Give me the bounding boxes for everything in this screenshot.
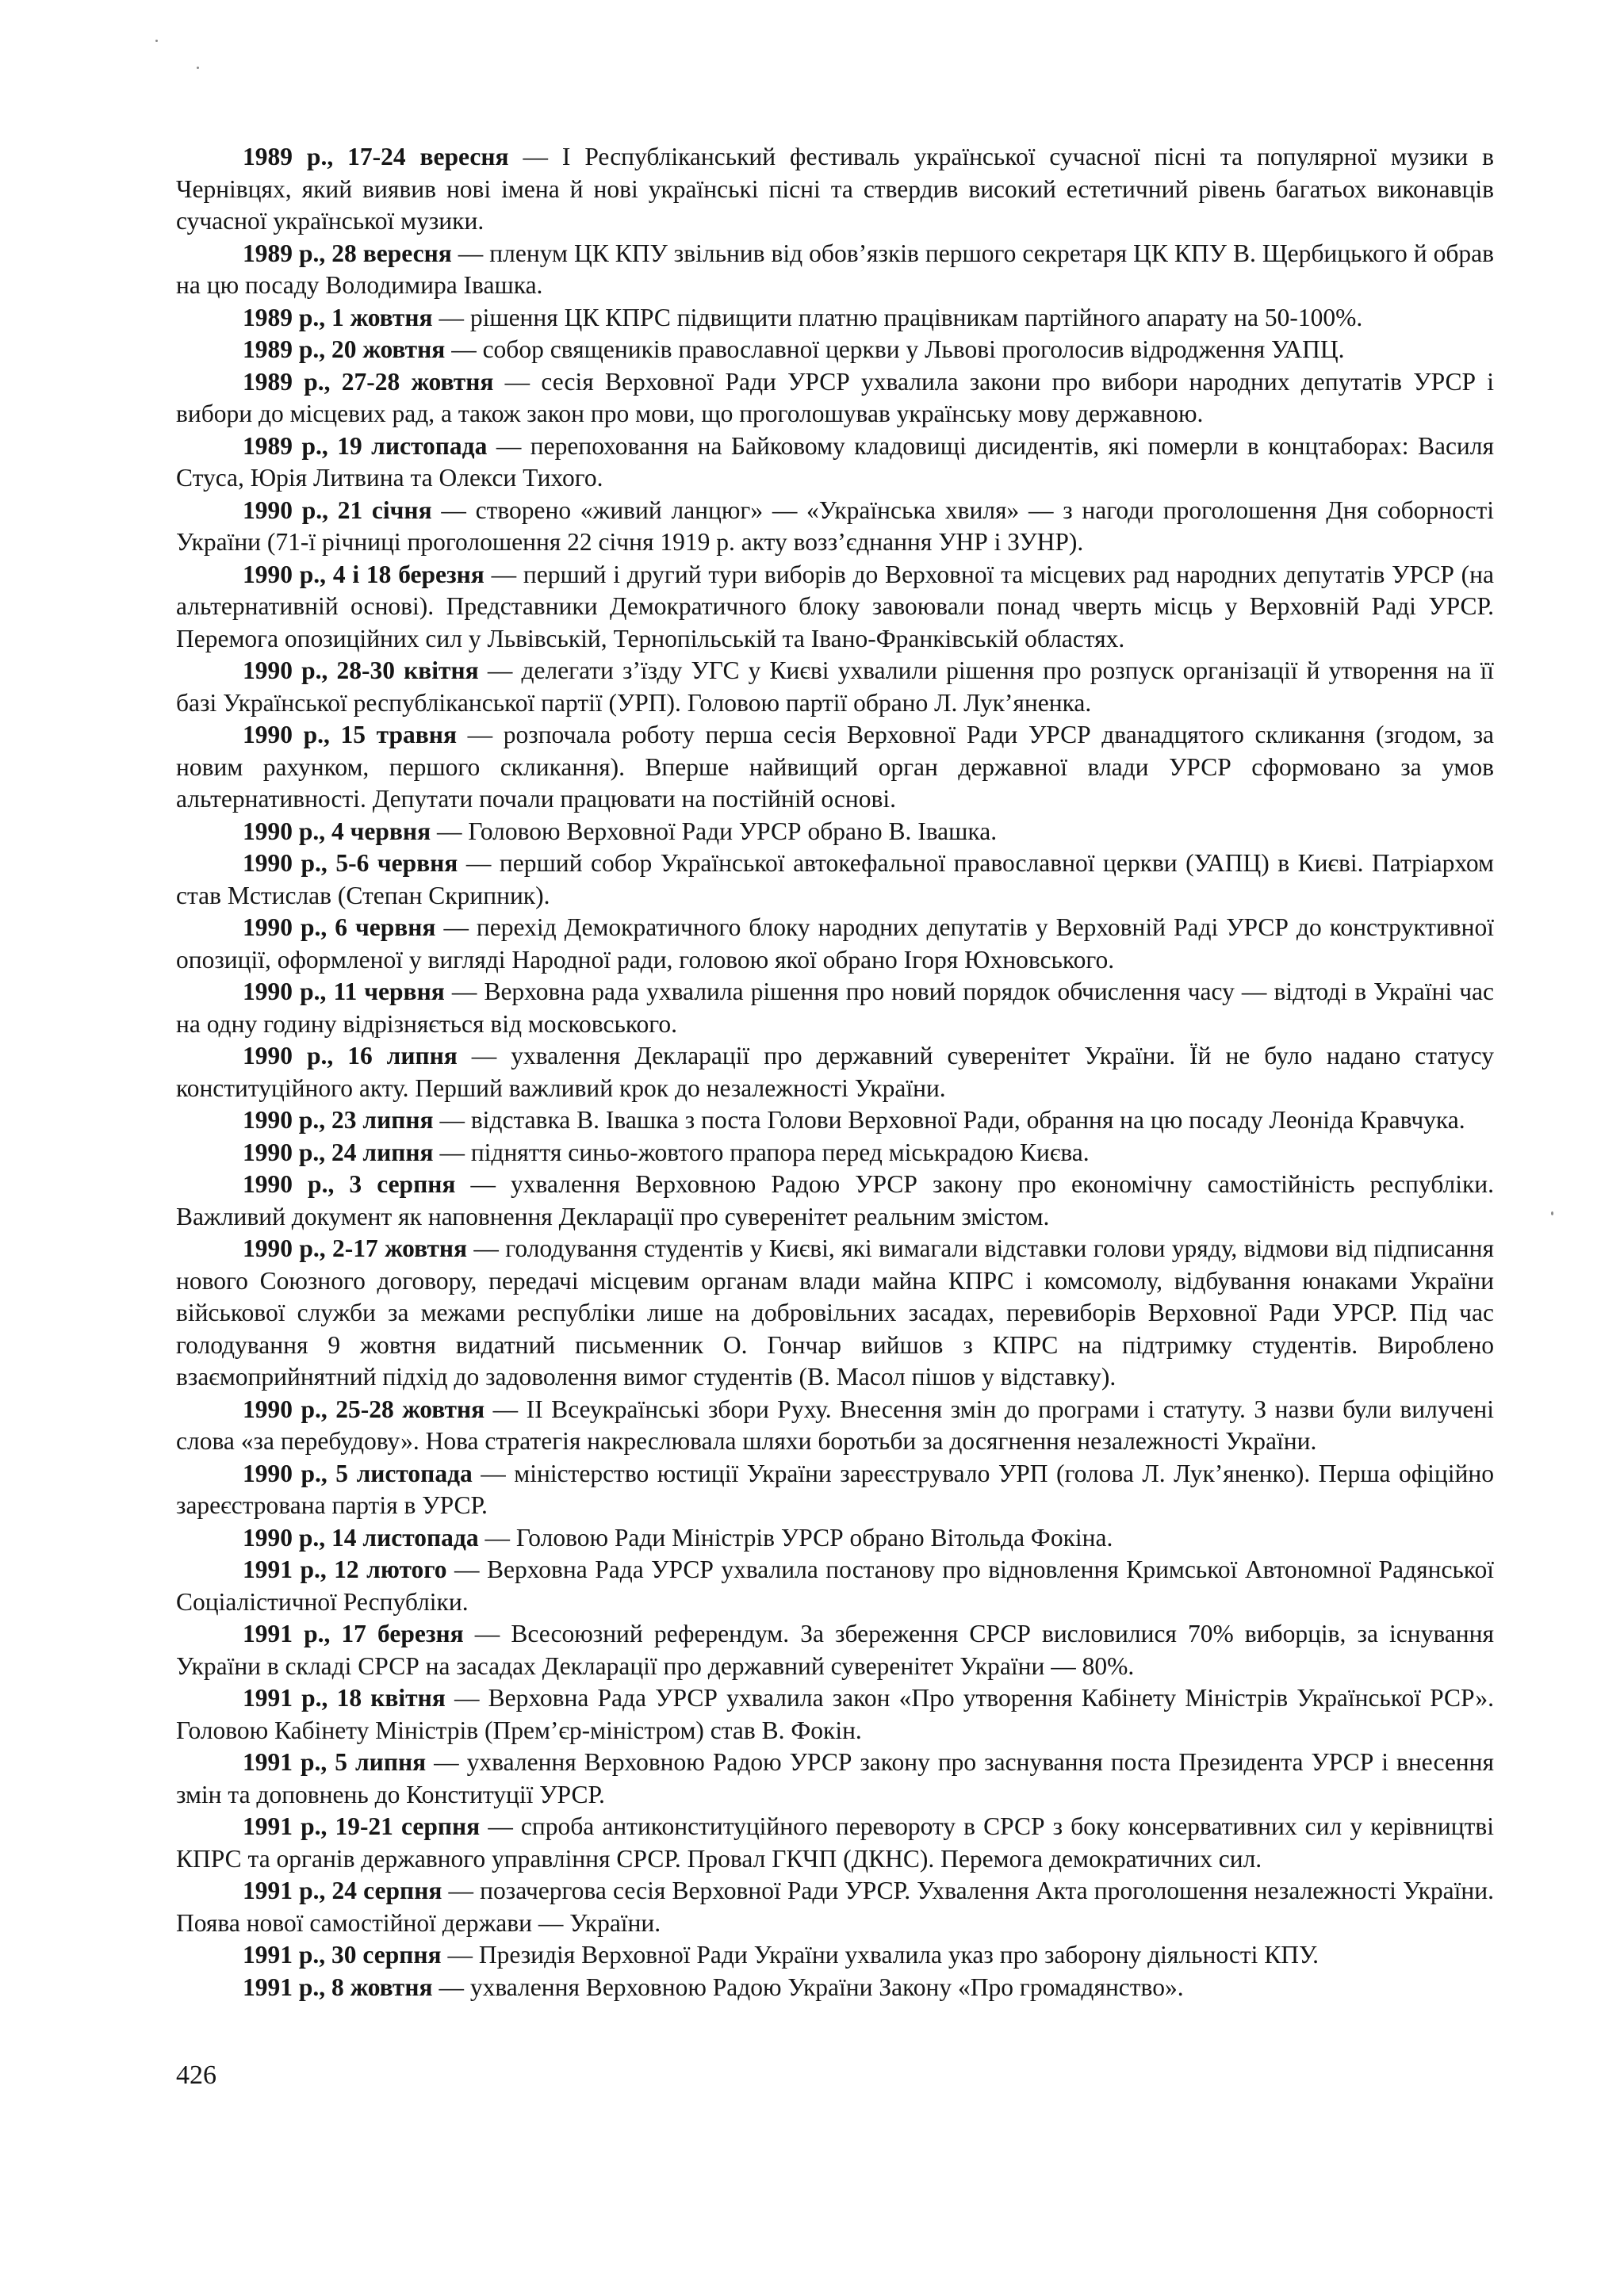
chronology-entry	[176, 912, 1494, 976]
chronology-entry	[176, 495, 1494, 559]
page-number: 426	[176, 2061, 216, 2090]
entry-date: 1990 р., 25-28 жовтня	[243, 1395, 485, 1423]
entry-date: 1990 р., 24 липня	[243, 1138, 434, 1166]
entry-text: — Верховна Рада УРСР ухвалила закон «Про утворення Кабінету Міністрів Української РСР». Головою Кабінету Міністрів (Прем’єр-міністром) став В. Фокін.	[176, 1684, 1494, 1744]
entry-text: — ухвалення Верховною Радою України Закону «Про громадянство».	[432, 1973, 1184, 2001]
entry-text: — голодування студентів у Києві, які вимагали відставки голови уряду, відмови від підписання нового Союзного договору, передачі місцевим органам влади майна КПРС і комсомолу, відбування юнаками України військової служби за межами республіки лише на добровільних засадах, перевиборів Верховної Ради УРСР. Під час голодування 9 жовтня видатний письменник О. Гончар вийшов з КПРС на підтримку студентів. Вироблено взаємоприйнятний підхід до задоволення вимог студентів (В. Масол пішов у відставку).	[176, 1234, 1494, 1391]
entry-date: 1991 р., 24 серпня	[243, 1877, 442, 1904]
chronology-entry	[176, 1875, 1494, 1939]
chronology-entry	[176, 719, 1494, 816]
entry-date: 1990 р., 5-6 червня	[243, 849, 458, 877]
entry-date: 1990 р., 2-17 жовтня	[243, 1234, 468, 1262]
entry-text: — розпочала роботу перша сесія Верховної Ради УРСР дванадцятого скликання (згодом, за новим рахунком, першого скликання). Вперше найвищий орган державної влади УРСР сформовано за умов альтернативності. Депутати почали працювати на постійній основі.	[176, 721, 1494, 813]
entry-date: 1989 р., 28 вересня	[243, 239, 452, 267]
entry-date: 1991 р., 17 березня	[243, 1620, 464, 1647]
scan-speck	[197, 67, 199, 69]
chronology-entry	[176, 1554, 1494, 1618]
chronology-entry	[176, 1747, 1494, 1811]
entry-date: 1990 р., 28-30 квітня	[243, 656, 479, 684]
entry-date: 1989 р., 20 жовтня	[243, 335, 446, 363]
entry-date: 1990 р., 14 листопада	[243, 1523, 479, 1552]
entry-date: 1989 р., 1 жовтня	[243, 303, 433, 331]
chronology-entry	[176, 302, 1494, 335]
chronology-entry	[176, 1104, 1494, 1137]
entry-date: 1990 р., 5 листопада	[243, 1459, 473, 1487]
entry-text: — ухвалення Верховною Радою УРСР закону про заснування поста Президента УРСР і внесення змін та доповнень до Конституції УРСР.	[176, 1748, 1495, 1808]
chronology-entry	[176, 1522, 1494, 1555]
chronology-entry	[176, 1394, 1494, 1458]
entry-date: 1991 р., 5 липня	[243, 1748, 427, 1776]
entry-text: — Всесоюзний референдум. За збереження СРСР висловилися 70% виборців, за існування України в складі СРСР на засадах Декларації про державний суверенітет України — 80%.	[176, 1620, 1494, 1680]
chronology-entry	[176, 559, 1494, 656]
entry-date: 1991 р., 18 квітня	[243, 1684, 446, 1712]
chronology-entry	[176, 655, 1494, 719]
entry-text: — собор священиків православної церкви у Львові проголосив відродження УАПЦ.	[445, 335, 1345, 363]
entry-date: 1990 р., 4 і 18 березня	[243, 560, 485, 588]
scan-speck	[155, 40, 158, 42]
entry-text: — перепоховання на Байковому кладовищі дисидентів, які померли в концтаборах: Василя Стуса, Юрія Литвина та Олекси Тихого.	[176, 431, 1494, 492]
chronology-entry	[176, 334, 1494, 366]
entry-date: 1990 р., 15 травня	[243, 721, 457, 748]
chronology-entry	[176, 816, 1494, 848]
entry-date: 1991 р., 8 жовтня	[243, 1973, 433, 2001]
entry-date: 1990 р., 16 липня	[243, 1042, 458, 1070]
entry-date: 1990 р., 4 червня	[243, 817, 431, 845]
chronology-entry	[176, 1137, 1494, 1169]
chronology-entry	[176, 1972, 1494, 2004]
entry-text: — Верховна Рада УРСР ухвалила постанову про відновлення Кримської Автономної Радянської Соціалістичної Республіки.	[176, 1556, 1494, 1616]
chronology-entry	[176, 366, 1494, 430]
chronology-entry	[176, 141, 1494, 238]
entry-text: — Головою Верховної Ради УРСР обрано В. Івашка.	[431, 817, 998, 845]
chronology-list	[176, 141, 1494, 2003]
entry-date: 1989 р., 27-28 жовтня	[243, 367, 494, 396]
entry-date: 1991 р., 30 серпня	[243, 1941, 442, 1969]
entry-text: — Верховна рада ухвалила рішення про новий порядок обчислення часу — відтоді в Україні час на одну годину відрізняється від московського.	[176, 978, 1494, 1038]
chronology-entry	[176, 430, 1494, 495]
entry-text: — міністерство юстиції України зареєструвало УРП (голова Л. Лук’яненко). Перша офіційно зареєстрована партія в УРСР.	[176, 1459, 1494, 1519]
entry-text: — Президія Верховної Ради України ухвалила указ про заборону діяльності КПУ.	[441, 1941, 1320, 1969]
chronology-entry	[176, 1233, 1494, 1394]
entry-text: — II Всеукраїнські збори Руху. Внесення змін до програми і статуту. З назви були вилучені слова «за перебудову». Нова стратегія накреслювала шляхи боротьби за досягнення незалежності України.	[176, 1395, 1495, 1455]
entry-text: — перший і другий тури виборів до Верховної та місцевих рад народних депутатів УРСР (на альтернативній основі). Представники Демократичного блоку завоювали понад чверть місць у Верховній Раді УРСР. Перемога опозиційних сил у Львівській, Тернопільській та Івано-Франківській областях.	[176, 560, 1494, 652]
scan-speck	[1551, 1211, 1553, 1215]
chronology-entry	[176, 1040, 1494, 1104]
chronology-entry	[176, 1169, 1494, 1233]
entry-text: — спроба антиконституційного перевороту в СРСР з боку консервативних сил у керівництві КПРС та органів державного управління СРСР. Провал ГКЧП (ДКНС). Перемога демократичних сил.	[176, 1812, 1495, 1873]
entry-text: — позачергова сесія Верховної Ради УРСР. Ухвалення Акта проголошення незалежності України. Поява нової самостійної держави — України.	[176, 1877, 1494, 1937]
chronology-entry	[176, 1618, 1494, 1682]
entry-date: 1990 р., 11 червня	[243, 978, 445, 1005]
entry-text: — рішення ЦК КПРС підвищити платню працівникам партійного апарату на 50-100%.	[432, 303, 1363, 331]
entry-text: — I Республіканський фестиваль української сучасної пісні та популярної музики в Чернівцях, який виявив нові імена й нові українські пісні та ствердив високий естетичний рівень багатьох виконавців сучасної української музики.	[176, 143, 1494, 235]
entry-text: — відставка В. Івашка з поста Голови Верховної Ради, обрання на цю посаду Леоніда Кравчука.	[433, 1106, 1465, 1134]
chronology-entry	[176, 1939, 1494, 1972]
entry-date: 1990 р., 23 липня	[243, 1106, 434, 1134]
entry-text: — перехід Демократичного блоку народних депутатів у Верховній Раді УРСР до конструктивної опозиції, оформленої у вигляді Народної ради, головою якої обрано Ігоря Юхновського.	[176, 913, 1494, 974]
entry-text: — пленум ЦК КПУ звільнив від обов’язків першого секретаря ЦК КПУ В. Щербицького й обрав на цю посаду Володимира Івашка.	[176, 239, 1494, 299]
entry-text: — перший собор Української автокефальної православної церкви (УАПЦ) в Києві. Патріархом став Мстислав (Степан Скрипник).	[176, 849, 1494, 909]
entry-date: 1990 р., 21 січня	[243, 496, 432, 524]
chronology-entry	[176, 1458, 1494, 1522]
chronology-entry	[176, 1811, 1494, 1875]
entry-date: 1990 р., 3 серпня	[243, 1170, 456, 1198]
entry-text: — делегати з’їзду УГС у Києві ухвалили рішення про розпуск організації й утворення на її базі Української республіканської партії (УРП). Головою партії обрано Л. Лук’яненка.	[176, 656, 1494, 717]
entry-text: — Головою Ради Міністрів УРСР обрано Вітольда Фокіна.	[478, 1523, 1113, 1552]
entry-text: — ухвалення Декларації про державний суверенітет України. Їй не було надано статусу конституційного акту. Перший важливий крок до незалежності України.	[176, 1042, 1494, 1102]
entry-text: — ухвалення Верховною Радою УРСР закону про економічну самостійність республіки. Важливий документ як наповнення Декларації про суверенітет реальним змістом.	[176, 1170, 1494, 1230]
entry-text: — підняття синьо-жовтого прапора перед міськрадою Києва.	[433, 1138, 1090, 1166]
entry-text: — створено «живий ланцюг» — «Українська хвиля» — з нагоди проголошення Дня соборності України (71-ї річниці проголошення 22 січня 1919 р. акту возз’єднання УНР і ЗУНР).	[176, 496, 1494, 556]
entry-date: 1989 р., 19 листопада	[243, 431, 488, 460]
entry-text: — сесія Верховної Ради УРСР ухвалила закони про вибори народних депутатів УРСР і вибори до місцевих рад, а також закон про мови, що проголошував українську мову державною.	[176, 367, 1494, 427]
entry-date: 1991 р., 19-21 серпня	[243, 1812, 481, 1840]
chronology-entry	[176, 1682, 1494, 1747]
entry-date: 1990 р., 6 червня	[243, 913, 436, 941]
entry-date: 1989 р., 17-24 вересня	[243, 143, 509, 170]
entry-date: 1991 р., 12 лютого	[243, 1556, 447, 1583]
document-page	[176, 141, 1494, 2266]
chronology-entry	[176, 976, 1494, 1040]
chronology-entry	[176, 238, 1494, 302]
chronology-entry	[176, 848, 1494, 912]
